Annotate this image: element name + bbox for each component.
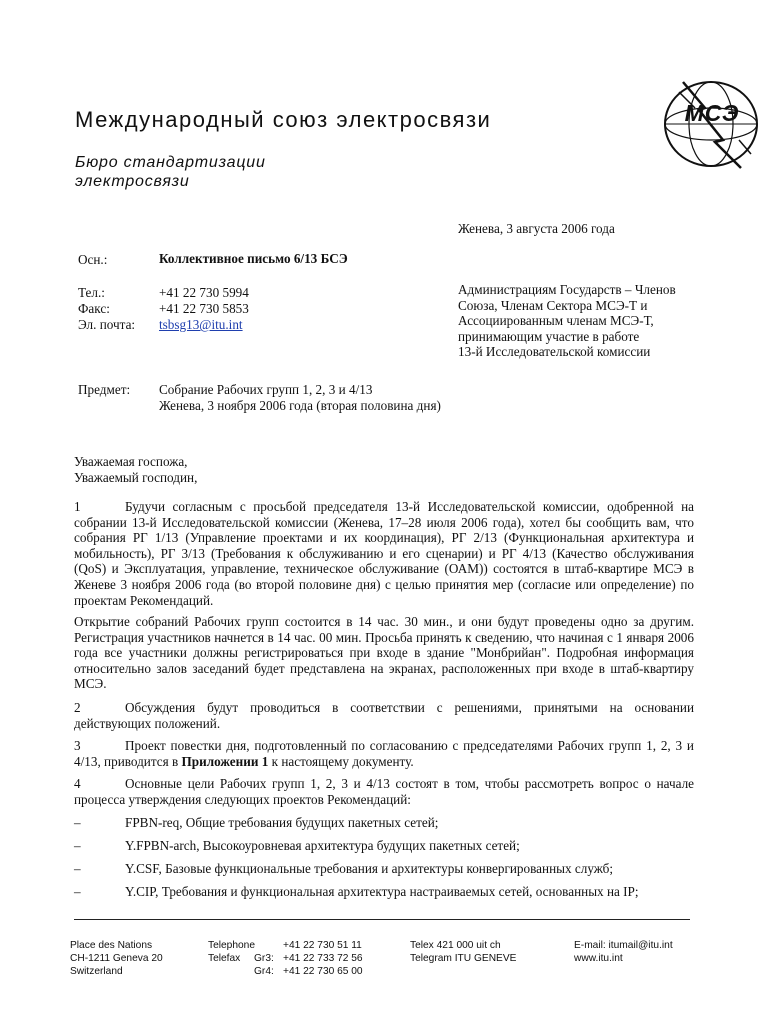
fax-label: Факс: [78, 301, 110, 316]
paragraph-text: Проект повестки дня, подготовленный по согласованию с председателями Рабочих групп 1, 2, 3 и 4/13, приводится в [74, 738, 694, 769]
footer-phone-labels [208, 939, 255, 965]
footer-address [70, 939, 163, 978]
footer-gr4-value: +41 22 730 65 00 [283, 966, 363, 977]
footer-telephone-label: Telephone [208, 940, 256, 951]
itu-logo [655, 78, 767, 170]
footer-telex [410, 939, 516, 965]
bureau-name-line-2: электросвязи [75, 173, 190, 190]
footer-telex-line: Telex 421 000 uit ch [410, 940, 501, 951]
email-link[interactable]: tsbsg13@itu.int [159, 317, 243, 332]
paragraph-number: 2 [74, 700, 81, 715]
bureau-name-line-1: Бюро стандартизации [75, 154, 266, 171]
addressee-line: принимающим участие в работе [458, 328, 640, 344]
salutation-line-1: Уважаемая госпожа, [74, 454, 188, 469]
paragraph-text: к настоящему документу. [268, 753, 414, 769]
list-item-text: FPBN-req, Общие требования будущих пакетных сетей; [125, 815, 439, 830]
paragraph-1b [74, 614, 694, 692]
footer-address-line: Switzerland [70, 966, 123, 977]
footer-gr3-label: Gr3: [254, 953, 274, 964]
paragraph-2 [74, 700, 694, 731]
list-dash: – [74, 861, 81, 876]
addressee-line: Союза, Членам Сектора МСЭ-Т и [458, 297, 648, 313]
bureau-name [75, 153, 266, 191]
tel-value: +41 22 730 5994 [159, 285, 249, 300]
footer-gr3-value: +41 22 733 72 56 [283, 953, 363, 964]
paragraph-text: Открытие собраний Рабочих групп состоится в 14 час. 30 мин., и они будут проведены одно за другим. Регистрация участников начнется в 14 час. 00 мин. Просьба принять к сведению, что начиная с 1 января 2006 года все участники должны регистрироваться при входе в здание "Монбрийан". Подробная информация относительно залов заседаний будет представлена на экранах, расположенных при входе в штаб-квартиру МСЭ. [74, 614, 694, 692]
list-item-text: Y.CSF, Базовые функциональные требования и архитектуры конвергированных служб; [125, 861, 614, 876]
footer-address-line: Place des Nations [70, 940, 153, 951]
addressee-line: Ассоциированным членам МСЭ-Т, [458, 313, 654, 329]
fax-value: +41 22 730 5853 [159, 301, 249, 316]
tel-label: Тел.: [78, 285, 105, 300]
annex-reference: Приложении 1 [181, 753, 269, 769]
paragraph-4 [74, 776, 694, 807]
footer-address-line: CH-1211 Geneva 20 [70, 953, 163, 964]
subject-line-1: Собрание Рабочих групп 1, 2, 3 и 4/13 [159, 382, 373, 397]
footer-telefax-label: Telefax [208, 953, 241, 964]
list-dash: – [74, 838, 81, 853]
footer-telephone-value: +41 22 730 51 11 [283, 940, 362, 951]
salutation [74, 454, 197, 485]
list-item [74, 884, 714, 900]
paragraph-number: 4 [74, 776, 81, 791]
footer-fax-groups [254, 952, 274, 978]
footer-website[interactable]: www.itu.int [574, 953, 623, 964]
paragraph-text: Будучи согласным с просьбой председателя 13-й Исследовательской комиссии, одобренной на собрании 13-й Исследовательской комиссии (Женева, 17–28 июля 2006 года), хотел бы сообщить вам, что собрания РГ 1/13 (Управление проектами и их координация), РГ 2/13 (Функциональная архитектура и мобильность), РГ 3/13 (Требования к обслуживанию и его сценарии) и РГ 4/13 (Качество обслуживания (QoS) и Эксплуатация, управление, техническое обслуживание (ОАМ)) состоятся в штаб-квартире МСЭ в Женеве 3 ноября 2006 года (во второй половине дня) с целью принятия мер (согласие или определение) по проектам Рекомендаций. [74, 499, 694, 608]
subject-label: Предмет: [78, 382, 131, 397]
reference-label: Осн.: [78, 252, 108, 267]
subject-text [159, 382, 441, 413]
paragraph-text: Основные цели Рабочих групп 1, 2, 3 и 4/13 состоят в том, чтобы рассмотреть вопрос о начале процесса утверждения следующих проектов Рекомендаций: [74, 776, 694, 807]
subject-line-2: Женева, 3 ноября 2006 года (вторая половина дня) [159, 397, 441, 413]
footer-telegram-line: Telegram ITU GENEVE [410, 953, 517, 964]
footer-phone-values [283, 939, 363, 978]
organization-title: Международный союз электросвязи [75, 107, 492, 132]
footer-online [574, 939, 673, 965]
letter-date: Женева, 3 августа 2006 года [458, 221, 615, 236]
email-label: Эл. почта: [78, 317, 136, 332]
paragraph-number: 1 [74, 499, 81, 514]
addressee-line: 13-й Исследовательской комиссии [458, 344, 651, 360]
logo-lettering: МСЭ [684, 100, 740, 126]
list-item-text: Y.CIP, Требования и функциональная архитектура настраиваемых сетей, основанных на IP; [125, 884, 639, 899]
footer-divider [74, 919, 690, 920]
footer-email[interactable]: E-mail: itumail@itu.int [574, 940, 673, 951]
list-dash: – [74, 884, 81, 899]
footer-gr4-label: Gr4: [254, 966, 274, 977]
list-item [74, 838, 714, 854]
addressee-block [458, 282, 728, 360]
list-dash: – [74, 815, 81, 830]
list-item [74, 815, 714, 831]
paragraph-1 [74, 499, 694, 608]
salutation-line-2: Уважаемый господин, [74, 469, 198, 485]
paragraph-number: 3 [74, 738, 81, 753]
list-item-text: Y.FPBN-arch, Высокоуровневая архитектура будущих пакетных сетей; [125, 838, 520, 853]
addressee-line: Администрациям Государств – Членов [458, 282, 676, 297]
reference-value: Коллективное письмо 6/13 БСЭ [159, 251, 348, 266]
paragraph-text: Обсуждения будут проводиться в соответствии с решениями, принятыми на основании действующих положений. [74, 700, 694, 731]
list-item [74, 861, 714, 877]
paragraph-3 [74, 738, 694, 769]
